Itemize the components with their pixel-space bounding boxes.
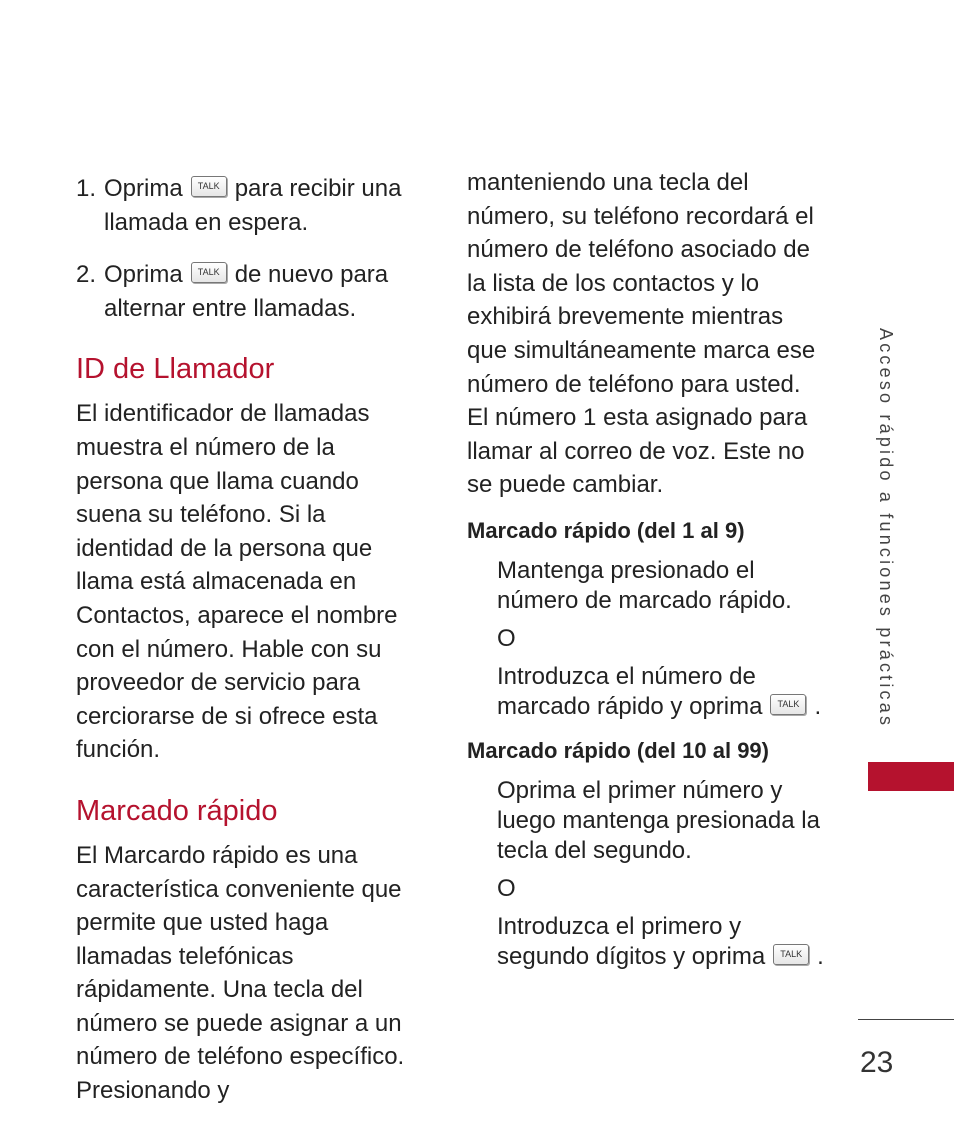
step-2 [76,258,426,325]
step-text: Oprima [104,261,183,289]
chapter-tab-bar [868,762,954,791]
section-heading-caller-id: ID de Llamador [76,353,275,386]
left-column [76,172,426,1108]
talk-key-icon: TALK [191,176,227,197]
subheading-10-to-99: Marcado rápido (del 10 al 99) [467,737,769,763]
right-column [467,166,827,980]
talk-key-icon: TALK [770,694,806,715]
period: . [817,942,824,970]
page-number: 23 [860,1046,894,1079]
talk-key-icon: TALK [773,944,809,965]
instruction-enter [467,662,827,722]
chapter-tab-label: Acceso rápido a funciones prácticas [876,328,896,729]
or-text: O [497,624,516,652]
instruction-text: Introduzca el primero y segundo dígitos y oprima [497,912,766,970]
step-text: para recibir una llamada en espera. [104,175,402,236]
step-1 [76,172,426,239]
step-text: de nuevo para alternar entre llamadas. [104,261,389,322]
instruction-enter [467,912,827,972]
step-number: 2. [76,261,97,289]
talk-key-icon: TALK [191,262,227,283]
instruction-hold: Mantenga presionado el número de marcado rápido. [497,556,792,614]
speed-dial-body: El Marcardo rápido es una característica conveniente que permite que usted haga llamadas telefónicas rápidamente. Una tecla del número se puede asignar a un número de teléfono específico. Presionando y [76,841,405,1105]
caller-id-body: El identificador de llamadas muestra el número de la persona que llama cuando suena su teléfono. Si la identidad de la persona que llama está almacenada en Contactos, aparece el nombre con el número. Hable con su proveedor de servicio para cerciorarse de si ofrece esta función. [76,400,398,764]
subheading-1-to-9: Marcado rápido (del 1 al 9) [467,517,745,543]
period: . [814,692,822,720]
instruction-press: Oprima el primer número y luego mantenga presionada la tecla del segundo. [497,776,820,864]
page-number-rule [858,1019,954,1020]
speed-dial-continuation: manteniendo una tecla del número, su teléfono recordará el número de teléfono asociado de la lista de los contactos y lo exhibirá brevemente mientras que simultáneamente marca ese número de teléfono para usted. El número 1 esta asignado para llamar al correo de voz. Este no se puede cambiar. [467,169,816,499]
step-number: 1. [76,175,97,202]
or-text: O [497,874,516,902]
section-heading-speed-dial: Marcado rápido [76,794,278,827]
step-text: Oprima [104,175,183,202]
instruction-text: Introduzca el número de marcado rápido y oprima [497,662,763,720]
